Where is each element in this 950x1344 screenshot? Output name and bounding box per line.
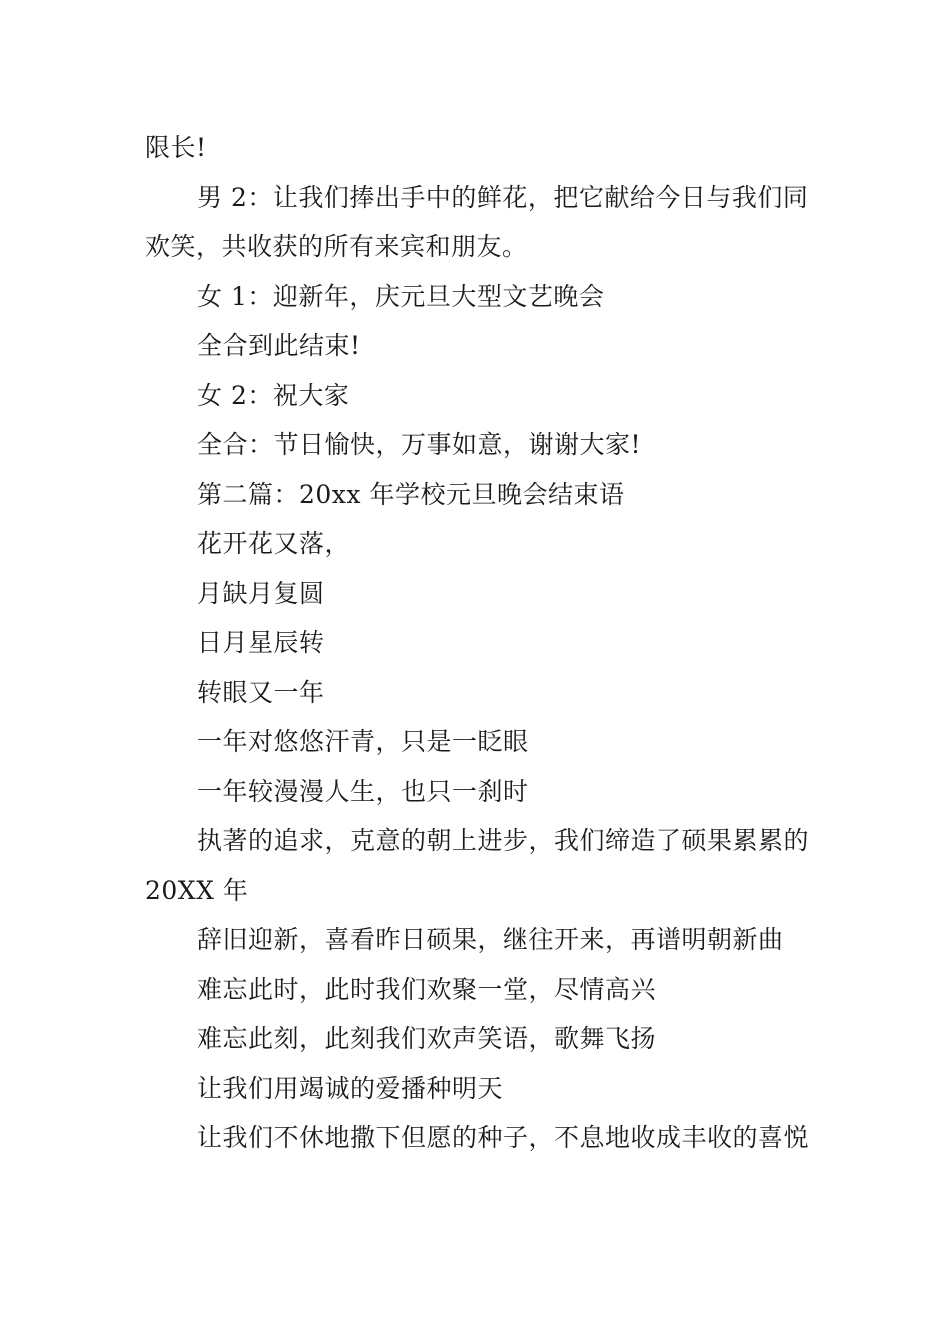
paragraph: 难忘此刻，此刻我们欢声笑语，歌舞飞扬	[197, 1024, 657, 1053]
paragraph: 难忘此时，此时我们欢聚一堂，尽情高兴	[197, 974, 657, 1004]
paragraph: 转眼又一年	[197, 677, 325, 707]
paragraph: 月缺月复圆	[197, 578, 325, 608]
paragraph: 辞旧迎新，喜看昨日硕果，继往开来，再谱明朝新曲	[197, 925, 784, 954]
paragraph: 让我们不休地撒下但愿的种子，不息地收成丰收的喜悦	[197, 1123, 810, 1152]
paragraph: 限长!	[145, 133, 207, 162]
paragraph: 让我们用竭诚的爱播种明天	[197, 1073, 504, 1103]
paragraph: 男 2：让我们捧出手中的鲜花，把它献给今日与我们同欢笑，共收获的所有来宾和朋友。	[145, 182, 809, 261]
document-body	[145, 123, 810, 1163]
paragraph: 一年较漫漫人生，也只一刹时	[197, 776, 529, 806]
section-heading: 第二篇：20xx 年学校元旦晚会结束语	[197, 479, 625, 509]
paragraph: 日月星辰转	[197, 628, 325, 657]
paragraph: 执著的追求，克意的朝上进步，我们缔造了硕果累累的 20XX 年	[145, 826, 810, 905]
paragraph: 全合到此结束!	[197, 331, 361, 360]
paragraph: 花开花又落，	[197, 529, 351, 558]
paragraph: 全合：节日愉快，万事如意，谢谢大家!	[197, 430, 642, 459]
paragraph: 女 1：迎新年，庆元旦大型文艺晚会	[197, 281, 605, 311]
paragraph: 女 2：祝大家	[197, 380, 350, 410]
paragraph: 一年对悠悠汗青，只是一眨眼	[197, 727, 529, 756]
